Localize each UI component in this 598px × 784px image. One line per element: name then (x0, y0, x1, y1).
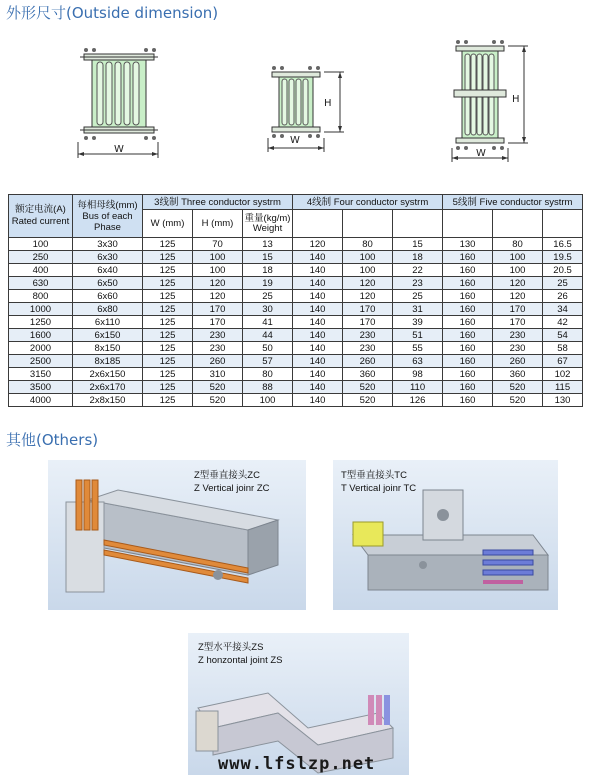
table-cell: 120 (193, 277, 243, 290)
table-cell: 120 (493, 277, 543, 290)
table-cell: 2500 (9, 355, 73, 368)
table-cell: 50 (243, 342, 293, 355)
table-cell: 30 (243, 303, 293, 316)
table-cell: 520 (493, 394, 543, 407)
table-cell: 230 (493, 342, 543, 355)
table-cell: 2x6x170 (73, 381, 143, 394)
table-cell: 110 (393, 381, 443, 394)
table-cell: 140 (293, 303, 343, 316)
table-cell: 160 (443, 303, 493, 316)
table-cell: 125 (143, 316, 193, 329)
table-cell: 630 (9, 277, 73, 290)
zc-joint-photo (48, 460, 306, 610)
table-cell: 8x185 (73, 355, 143, 368)
table-cell: 125 (143, 355, 193, 368)
table-cell: 88 (243, 381, 293, 394)
table-cell: 140 (293, 381, 343, 394)
three-conductor-drawing (72, 42, 182, 167)
website-watermark: www.lfslzp.net (218, 754, 376, 774)
table-cell: 25 (243, 290, 293, 303)
table-cell: 140 (293, 277, 343, 290)
table-cell: 25 (393, 290, 443, 303)
empty-cell (443, 210, 493, 238)
table-cell: 98 (393, 368, 443, 381)
table-cell: 39 (393, 316, 443, 329)
tc-label-en: T Vertical joinr TC (341, 483, 417, 494)
table-cell: 120 (193, 290, 243, 303)
zs-label-cn: Z型水平接头ZS (198, 642, 264, 653)
table-cell: 230 (193, 342, 243, 355)
tc-joint-photo (333, 460, 558, 610)
table-row (9, 355, 583, 368)
table-cell: 125 (143, 368, 193, 381)
table-cell: 34 (543, 303, 583, 316)
table-cell: 120 (343, 277, 393, 290)
table-cell: 100 (193, 264, 243, 277)
table-cell: 125 (143, 277, 193, 290)
table-cell: 23 (393, 277, 443, 290)
table-cell: 120 (293, 238, 343, 251)
table-cell: 160 (443, 368, 493, 381)
table-row (9, 238, 583, 251)
table-cell: 18 (393, 251, 443, 264)
table-cell: 120 (343, 290, 393, 303)
table-cell: 125 (143, 342, 193, 355)
table-cell: 2x8x150 (73, 394, 143, 407)
table-cell: 25 (543, 277, 583, 290)
table-cell: 170 (343, 303, 393, 316)
four-conductor-drawing (262, 62, 357, 157)
tc-label-cn: T型垂直接头TC (341, 470, 407, 481)
table-row (9, 342, 583, 355)
table-cell: 160 (443, 277, 493, 290)
table-cell: 230 (343, 329, 393, 342)
table-cell: 15 (243, 251, 293, 264)
table-cell: 125 (143, 394, 193, 407)
sub-weight-header: 重量(kg/m) Weight (243, 210, 293, 238)
table-cell: 170 (343, 316, 393, 329)
five-conductor-header: 5线制 Five conductor systrm (443, 195, 583, 210)
table-row (9, 368, 583, 381)
table-cell: 6x60 (73, 290, 143, 303)
bus-header (73, 195, 143, 238)
empty-cell (493, 210, 543, 238)
table-cell: 1600 (9, 329, 73, 342)
table-cell: 160 (443, 329, 493, 342)
table-cell: 31 (393, 303, 443, 316)
table-cell: 170 (493, 316, 543, 329)
table-row (9, 264, 583, 277)
five-conductor-drawing (448, 38, 538, 166)
table-cell: 260 (193, 355, 243, 368)
table-cell: 230 (193, 329, 243, 342)
table-cell: 13 (243, 238, 293, 251)
table-cell: 100 (9, 238, 73, 251)
table-cell: 160 (443, 264, 493, 277)
table-cell: 250 (9, 251, 73, 264)
empty-cell (293, 210, 343, 238)
four-conductor-header: 4线制 Four conductor systrm (293, 195, 443, 210)
table-row (9, 329, 583, 342)
outside-dimension-title: 外形尺寸(Outside dimension) (6, 4, 219, 22)
rated-current-cn: 额定电流(A) (15, 204, 66, 215)
table-cell: 140 (293, 368, 343, 381)
table-cell: 160 (443, 251, 493, 264)
table-cell: 3500 (9, 381, 73, 394)
table-cell: 80 (243, 368, 293, 381)
others-title: 其他(Others) (6, 431, 99, 449)
table-row (9, 303, 583, 316)
table-cell: 6x40 (73, 264, 143, 277)
table-cell: 260 (493, 355, 543, 368)
table-cell: 22 (393, 264, 443, 277)
table-cell: 126 (393, 394, 443, 407)
table-cell: 160 (443, 355, 493, 368)
table-cell: 140 (293, 342, 343, 355)
table-cell: 100 (193, 251, 243, 264)
table-cell: 125 (143, 264, 193, 277)
table-cell: 520 (343, 381, 393, 394)
table-cell: 102 (543, 368, 583, 381)
table-row (9, 277, 583, 290)
table-cell: 125 (143, 238, 193, 251)
specification-table (8, 194, 583, 407)
table-cell: 360 (493, 368, 543, 381)
rated-current-header (9, 195, 73, 238)
three-conductor-header: 3线制 Three conductor systrm (143, 195, 293, 210)
table-cell: 520 (193, 394, 243, 407)
table-row (9, 381, 583, 394)
table-cell: 20.5 (543, 264, 583, 277)
table-cell: 44 (243, 329, 293, 342)
table-cell: 310 (193, 368, 243, 381)
table-cell: 58 (543, 342, 583, 355)
table-cell: 100 (493, 264, 543, 277)
table-cell: 6x150 (73, 329, 143, 342)
table-cell: 57 (243, 355, 293, 368)
table-cell: 54 (543, 329, 583, 342)
table-cell: 140 (293, 316, 343, 329)
table-cell: 100 (243, 394, 293, 407)
zs-label-en: Z honzontal joint ZS (198, 655, 283, 666)
sub-h-header: H (mm) (193, 210, 243, 238)
height-label: H (512, 94, 520, 105)
table-cell: 3150 (9, 368, 73, 381)
table-cell: 160 (443, 381, 493, 394)
table-cell: 160 (443, 342, 493, 355)
table-cell: 160 (443, 290, 493, 303)
table-cell: 6x110 (73, 316, 143, 329)
table-cell: 26 (543, 290, 583, 303)
table-cell: 70 (193, 238, 243, 251)
rated-current-en: Rated current (11, 216, 70, 227)
table-cell: 41 (243, 316, 293, 329)
empty-cell (393, 210, 443, 238)
table-cell: 67 (543, 355, 583, 368)
table-cell: 6x30 (73, 251, 143, 264)
table-row (9, 251, 583, 264)
table-cell: 230 (493, 329, 543, 342)
table-cell: 100 (493, 251, 543, 264)
table-cell: 400 (9, 264, 73, 277)
zc-label-cn: Z型垂直接头ZC (194, 470, 260, 481)
table-cell: 130 (543, 394, 583, 407)
table-cell: 140 (293, 329, 343, 342)
table-cell: 80 (343, 238, 393, 251)
table-cell: 125 (143, 329, 193, 342)
table-cell: 260 (343, 355, 393, 368)
table-cell: 3x30 (73, 238, 143, 251)
table-cell: 160 (443, 394, 493, 407)
table-cell: 140 (293, 355, 343, 368)
table-cell: 125 (143, 251, 193, 264)
table-cell: 160 (443, 316, 493, 329)
width-label: W (476, 148, 486, 159)
empty-cell (343, 210, 393, 238)
table-cell: 520 (493, 381, 543, 394)
table-cell: 100 (343, 251, 393, 264)
table-cell: 4000 (9, 394, 73, 407)
height-label: H (324, 98, 332, 109)
table-cell: 2x6x150 (73, 368, 143, 381)
width-label: W (114, 144, 124, 155)
table-cell: 170 (193, 316, 243, 329)
table-cell: 230 (343, 342, 393, 355)
table-cell: 6x80 (73, 303, 143, 316)
bus-cn: 每相母线(mm) (77, 199, 138, 211)
table-cell: 100 (343, 264, 393, 277)
table-cell: 140 (293, 264, 343, 277)
table-cell: 520 (343, 394, 393, 407)
table-cell: 19.5 (543, 251, 583, 264)
table-cell: 115 (543, 381, 583, 394)
table-cell: 80 (493, 238, 543, 251)
table-cell: 125 (143, 303, 193, 316)
sub-w-header: W (mm) (143, 210, 193, 238)
table-cell: 18 (243, 264, 293, 277)
table-row (9, 316, 583, 329)
table-cell: 130 (443, 238, 493, 251)
table-cell: 42 (543, 316, 583, 329)
table-cell: 63 (393, 355, 443, 368)
table-cell: 8x150 (73, 342, 143, 355)
table-cell: 125 (143, 381, 193, 394)
empty-cell (543, 210, 583, 238)
table-cell: 19 (243, 277, 293, 290)
table-row (9, 290, 583, 303)
table-cell: 170 (193, 303, 243, 316)
table-cell: 125 (143, 290, 193, 303)
width-label: W (290, 135, 300, 146)
zc-label-en: Z Vertical joinr ZC (194, 483, 270, 494)
table-cell: 140 (293, 251, 343, 264)
table-cell: 1000 (9, 303, 73, 316)
table-cell: 2000 (9, 342, 73, 355)
table-cell: 51 (393, 329, 443, 342)
table-cell: 140 (293, 290, 343, 303)
table-cell: 6x50 (73, 277, 143, 290)
table-cell: 360 (343, 368, 393, 381)
bus-en: Bus of each Phase (82, 210, 133, 233)
table-cell: 520 (193, 381, 243, 394)
table-cell: 800 (9, 290, 73, 303)
table-row (9, 394, 583, 407)
table-cell: 170 (493, 303, 543, 316)
table-cell: 1250 (9, 316, 73, 329)
table-cell: 140 (293, 394, 343, 407)
table-cell: 15 (393, 238, 443, 251)
table-cell: 16.5 (543, 238, 583, 251)
table-cell: 55 (393, 342, 443, 355)
table-cell: 120 (493, 290, 543, 303)
